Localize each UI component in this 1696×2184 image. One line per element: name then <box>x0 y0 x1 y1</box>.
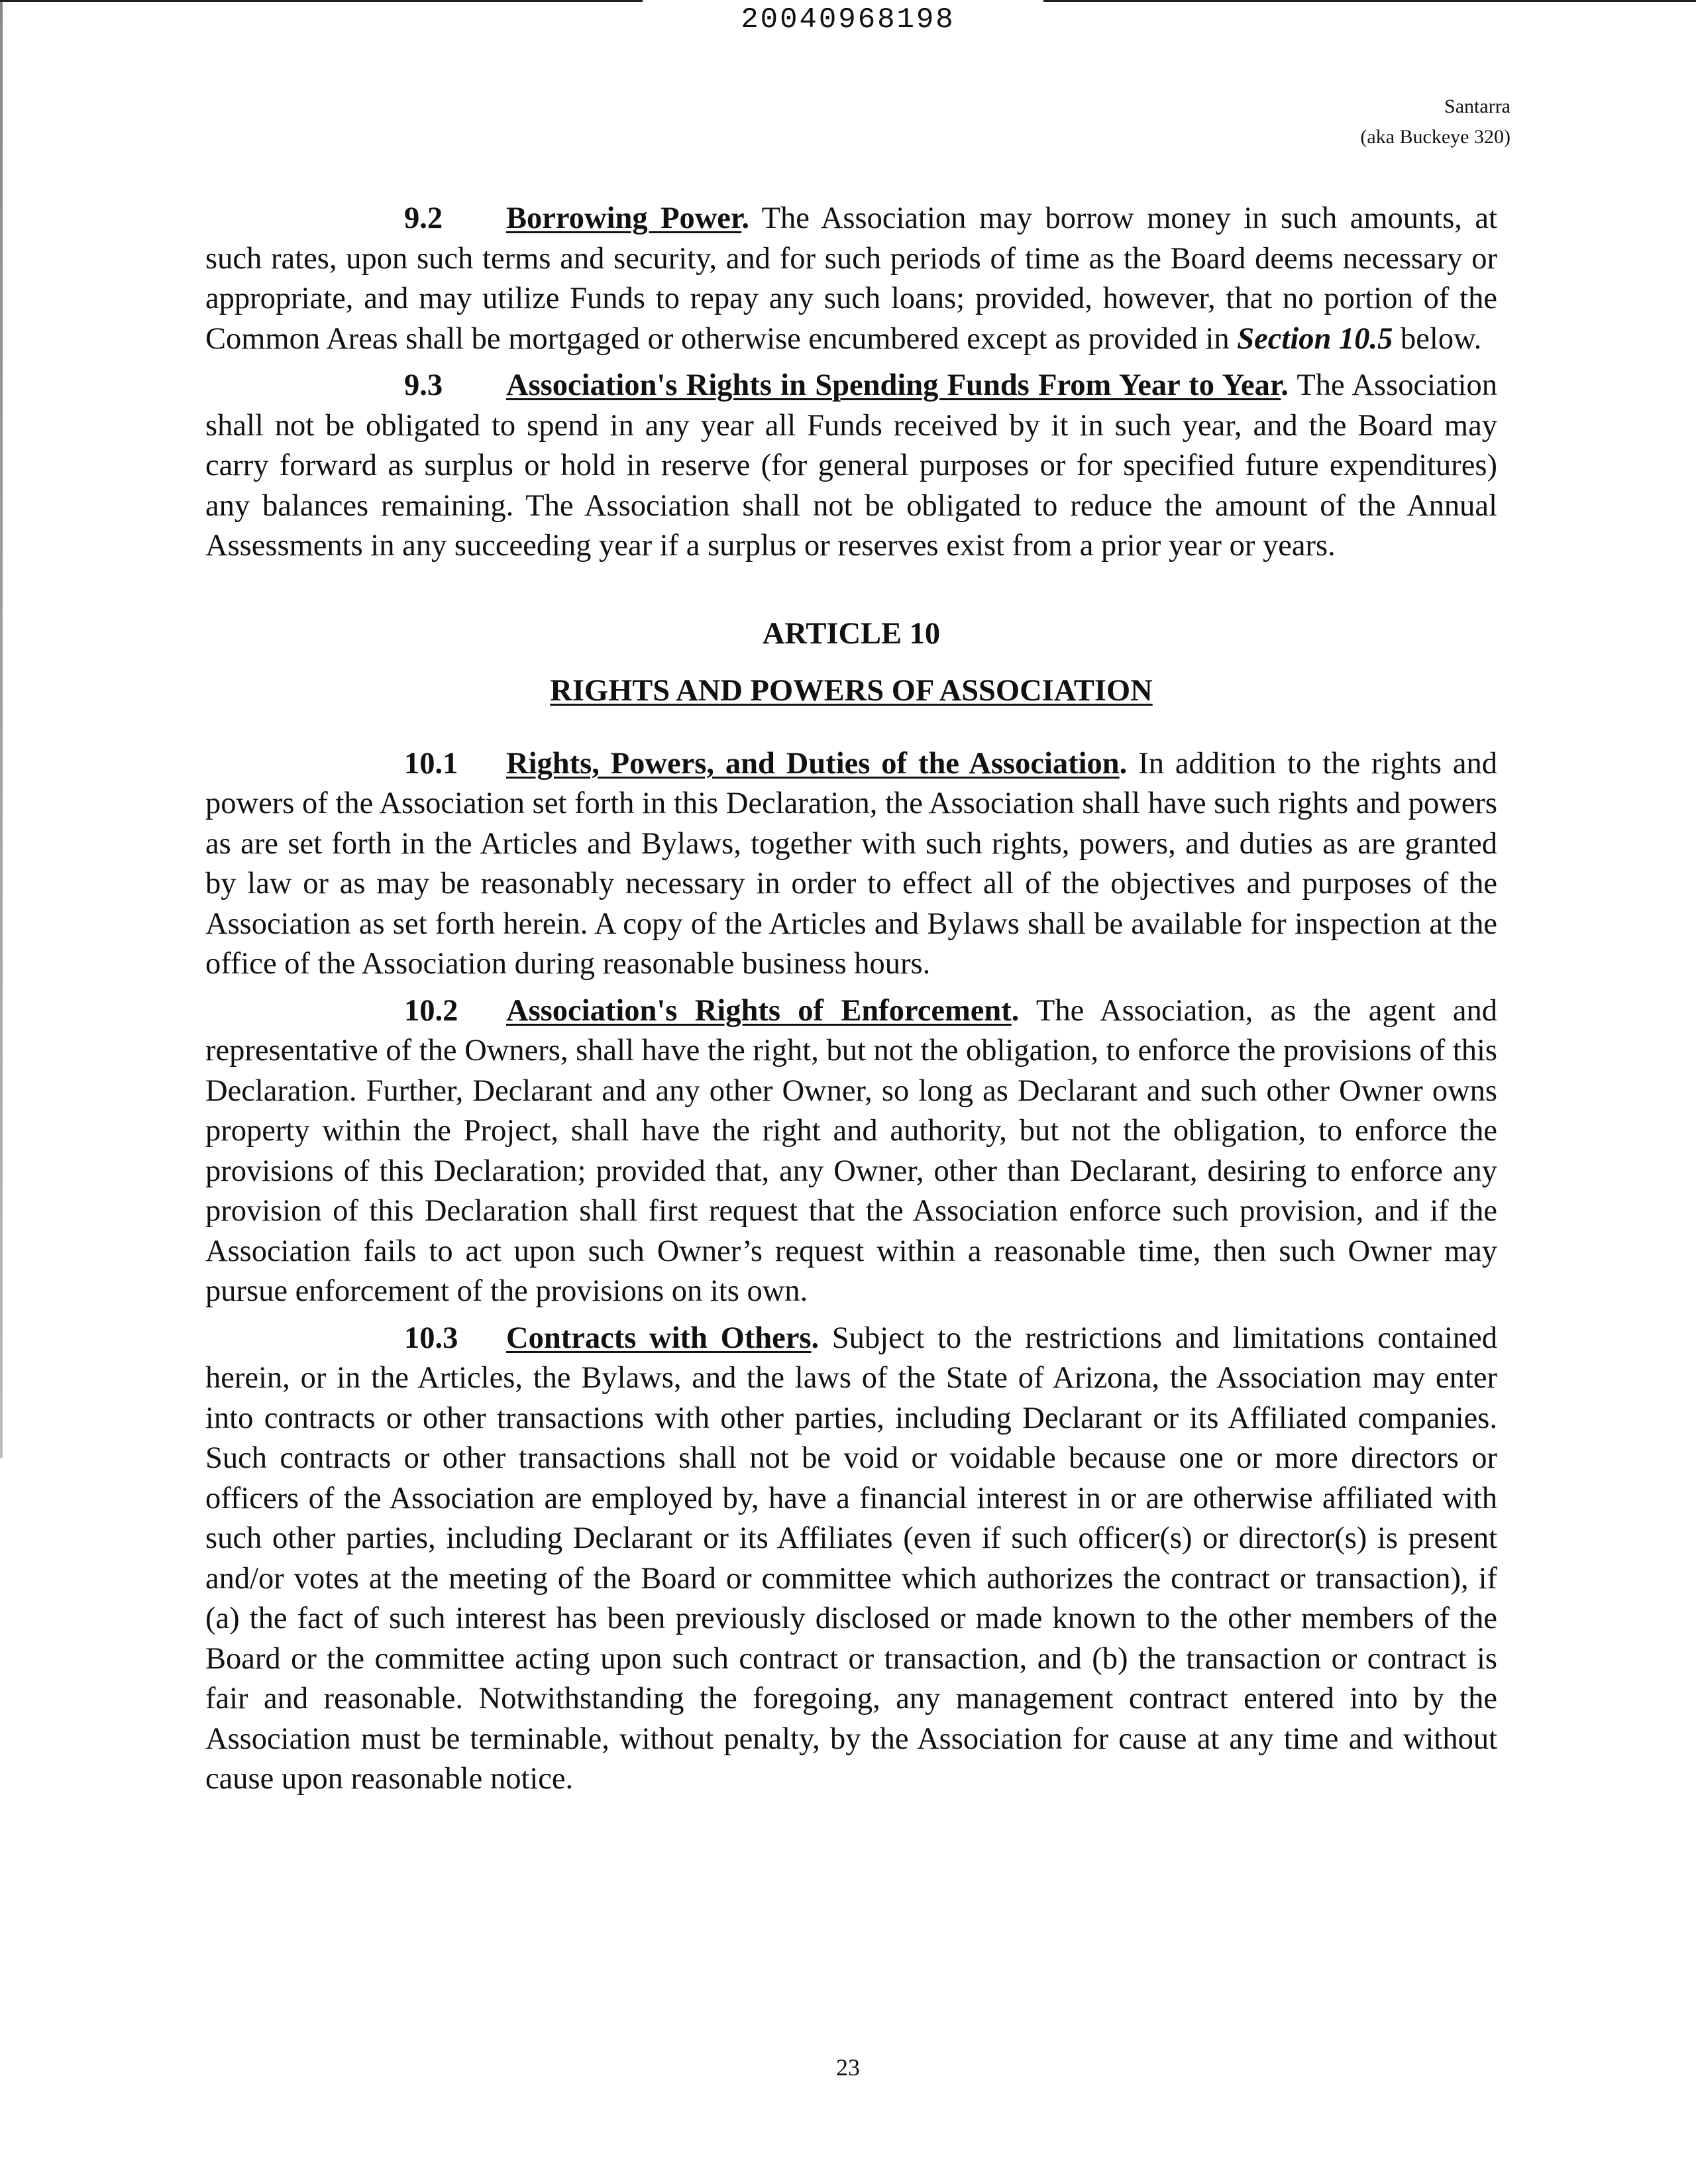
section-title: Contracts with Others <box>506 1321 812 1355</box>
section-text: Subject to the restrictions and limitations contained herein, or in the Articles, the Bylaws, and the laws of the State of Arizona, the Association may enter into contracts or other transactions with other parties, including Declarant or its Affiliated companies. Such contracts or other transactions shall not be void or voidable because one or more directors or officers of the Association are employed by, have a financial interest in or are otherwise affiliated with such other parties, including Declarant or its Affiliates (even if such officer(s) or director(s) is present and/or votes at the meeting of the Board or committee which authorizes the contract or transaction), if (a) the fact of such interest has been previously disclosed or made known to the other members of the Board or the committee acting upon such contract or transaction, and (b) the transaction or contract is fair and reasonable. Notwithstanding the foregoing, any management contract entered into by the Association must be terminable, without penalty, by the Association for cause at any time and without cause upon reasonable notice. <box>205 1321 1497 1796</box>
section-title-punct: . <box>1011 993 1020 1028</box>
article-number: ARTICLE 10 <box>762 616 941 651</box>
article-header <box>205 614 1497 711</box>
running-header <box>1360 91 1510 152</box>
section-title: Borrowing Power <box>506 201 742 235</box>
section-number: 9.2 <box>404 201 443 235</box>
section-number: 10.1 <box>404 746 458 781</box>
section-title: Association's Rights in Spending Funds From Year to Year <box>506 368 1281 402</box>
header-project-aka: (aka Buckeye 320) <box>1360 126 1510 148</box>
header-project-name: Santarra <box>1444 95 1510 117</box>
page-number: 23 <box>836 2054 860 2081</box>
section-9-3 <box>205 366 1497 567</box>
section-number: 9.3 <box>404 368 443 402</box>
section-title-punct: . <box>1281 368 1289 402</box>
section-10-2 <box>205 991 1497 1312</box>
article-title: RIGHTS AND POWERS OF ASSOCIATION <box>550 673 1153 708</box>
section-title-punct: . <box>741 201 749 235</box>
section-cross-reference: Section 10.5 <box>1237 321 1393 356</box>
section-number: 10.2 <box>404 993 458 1028</box>
document-body <box>205 199 1497 1806</box>
scan-edge-line <box>0 0 3 1458</box>
section-10-3 <box>205 1319 1497 1800</box>
section-text-tail: below. <box>1393 321 1482 356</box>
section-title: Association's Rights of Enforcement <box>506 993 1012 1028</box>
recording-number: 20040968198 <box>741 3 955 36</box>
section-number: 10.3 <box>404 1321 458 1355</box>
section-title-punct: . <box>1119 746 1128 781</box>
section-text: The Association shall not be obligated to spend in any year all Funds received by it in such year, and the Board may carry forward as surplus or hold in reserve (for general purposes or for specified future expenditures) any balances remaining. The Association shall not be obligated to reduce the amount of the Annual Assessments in any succeeding year if a surplus or reserves exist from a prior year or years. <box>205 368 1497 563</box>
section-10-1 <box>205 744 1497 985</box>
section-9-2 <box>205 199 1497 359</box>
section-text: The Association may borrow money in such amounts, at such rates, upon such terms and security, and for such periods of time as the Board deems necessary or appropriate, and may utilize Funds to repay any such loans; provided, however, that no portion of the Common Areas shall be mortgaged or otherwise encumbered except as provided in <box>205 201 1497 356</box>
section-text: The Association, as the agent and representative of the Owners, shall have the right, but not the obligation, to enforce the provisions of this Declaration. Further, Declarant and any other Owner, so long as Declarant and such other Owner owns property within the Project, shall have the right and authority, but not the obligation, to enforce the provisions of this Declaration; provided that, any Owner, other than Declarant, desiring to enforce any provision of this Declaration shall first request that the Association enforce such provision, and if the Association fails to act upon such Owner’s request within a reasonable time, then such Owner may pursue enforcement of the provisions on its own. <box>205 993 1498 1308</box>
section-title-punct: . <box>811 1321 820 1355</box>
section-title: Rights, Powers, and Duties of the Association <box>506 746 1120 781</box>
section-text: In addition to the rights and powers of the Association set forth in this Declaration, the Association shall have such rights and powers as are set forth in the Articles and Bylaws, together with such rights, powers, and duties as are granted by law or as may be reasonably necessary in order to effect all of the objectives and purposes of the Association as set forth herein. A copy of the Articles and Bylaws shall be available for inspection at the office of the Association during reasonable business hours. <box>205 746 1497 981</box>
